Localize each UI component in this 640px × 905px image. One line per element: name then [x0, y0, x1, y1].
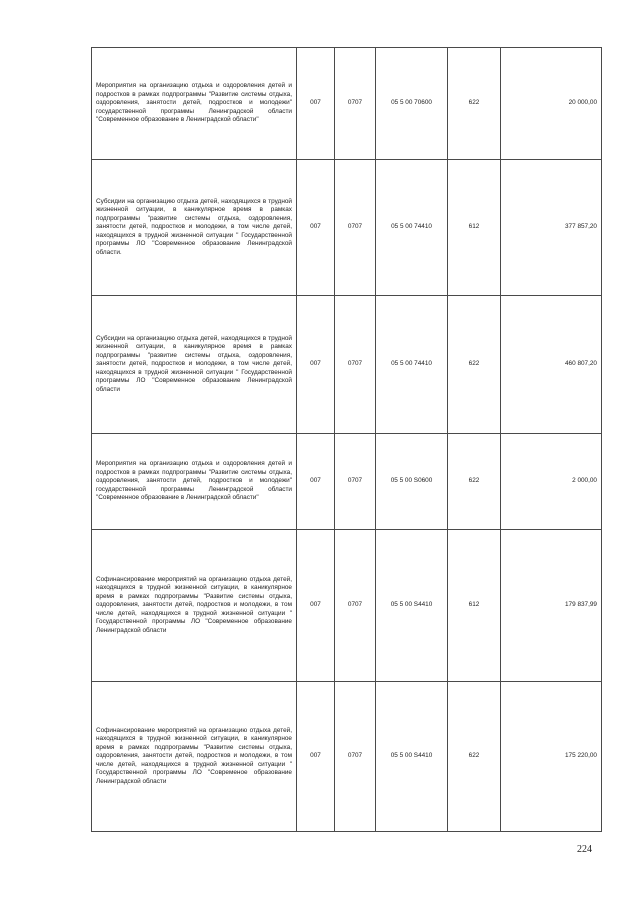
row-description: Софинансирование мероприятий на организацию отдыха детей, находящихся в трудной жизненной ситуации, в каникулярное время в рамках подпрограммы "Развитие системы отдыха, оздоровления, занятости детей, подростков и молодежи, в том числе детей, находящихся в трудной жизненной ситуации " Государственной программы ЛО "Современое образование Ленинградской области: [92, 682, 297, 832]
row-amount: 179 837,99: [501, 530, 602, 682]
row-expense-type: 622: [448, 48, 501, 160]
row-amount: 175 220,00: [501, 682, 602, 832]
row-amount: 2 000,00: [501, 434, 602, 530]
row-grbs-code: 007: [297, 530, 335, 682]
row-amount: 20 000,00: [501, 48, 602, 160]
row-amount: 460 807,20: [501, 296, 602, 434]
row-description: Мероприятия на организацию отдыха и оздоровления детей и подростков в рамках подпрограммы "Развитие системы отдыха, оздоровления, занятости детей, подростков и молодежи" государственной программы Ленинградской области "Современное образование в Ленинградской области": [92, 434, 297, 530]
row-target-article: 05 5 00 S0600: [376, 434, 448, 530]
row-expense-type: 622: [448, 434, 501, 530]
row-description: Субсидии на организацию отдыха детей, находящихся в трудной жизненной ситуации, в каникулярное время в рамках подпрограммы "развитие системы отдыха, оздоровления, занятости детей, подростков и молодежи, в том числе детей, находящихся в трудной жизненной ситуации " Государственной программы ЛО "Современное образование Ленинградской области: [92, 296, 297, 434]
row-target-article: 05 5 00 74410: [376, 160, 448, 296]
page-number: 224: [577, 844, 592, 855]
table-row: [92, 296, 602, 434]
row-target-article: 05 5 00 S4410: [376, 530, 448, 682]
row-target-article: 05 5 00 74410: [376, 296, 448, 434]
row-description: Субсидии на организацию отдыха детей, находящихся в трудной жизненной ситуации, в каникулярное время в рамках подпрограммы "развитие системы отдыха, оздоровления, занятости детей, подростков и молодежи, в том числе детей, находящихся в трудной жизненной ситуации " Государственной программы ЛО "Современное образование Ленинградской области.: [92, 160, 297, 296]
row-expense-type: 612: [448, 530, 501, 682]
row-amount: 377 857,20: [501, 160, 602, 296]
row-section-code: 0707: [335, 530, 376, 682]
table-row: [92, 48, 602, 160]
row-section-code: 0707: [335, 682, 376, 832]
budget-table: [91, 47, 602, 832]
row-grbs-code: 007: [297, 682, 335, 832]
row-target-article: 05 5 00 70600: [376, 48, 448, 160]
row-target-article: 05 5 00 S4410: [376, 682, 448, 832]
row-expense-type: 622: [448, 682, 501, 832]
row-grbs-code: 007: [297, 434, 335, 530]
table-row: [92, 682, 602, 832]
row-description: Мероприятия на организацию отдыха и оздоровления детей и подростков в рамках подпрограммы "Развитие системы отдыха, оздоровления, занятости детей, подростков и молодежи" государственной программы Ленинградской области "Современное образование в Ленинградской области": [92, 48, 297, 160]
row-section-code: 0707: [335, 434, 376, 530]
row-expense-type: 622: [448, 296, 501, 434]
row-grbs-code: 007: [297, 160, 335, 296]
table-row: [92, 434, 602, 530]
row-section-code: 0707: [335, 48, 376, 160]
row-grbs-code: 007: [297, 48, 335, 160]
table-row: [92, 160, 602, 296]
row-description: Софинансирование мероприятий на организацию отдыха детей, находящихся в трудной жизненной ситуации, в каникулярное время в рамках подпрограммы "Развитие системы отдыха, оздоровления, занятости детей, подростков и молодежи, в том числе детей, находящихся в трудной жизненной ситуации " Государственной программы ЛО "Современное образование Ленинградской области: [92, 530, 297, 682]
row-section-code: 0707: [335, 296, 376, 434]
row-expense-type: 612: [448, 160, 501, 296]
row-grbs-code: 007: [297, 296, 335, 434]
table-row: [92, 530, 602, 682]
row-section-code: 0707: [335, 160, 376, 296]
